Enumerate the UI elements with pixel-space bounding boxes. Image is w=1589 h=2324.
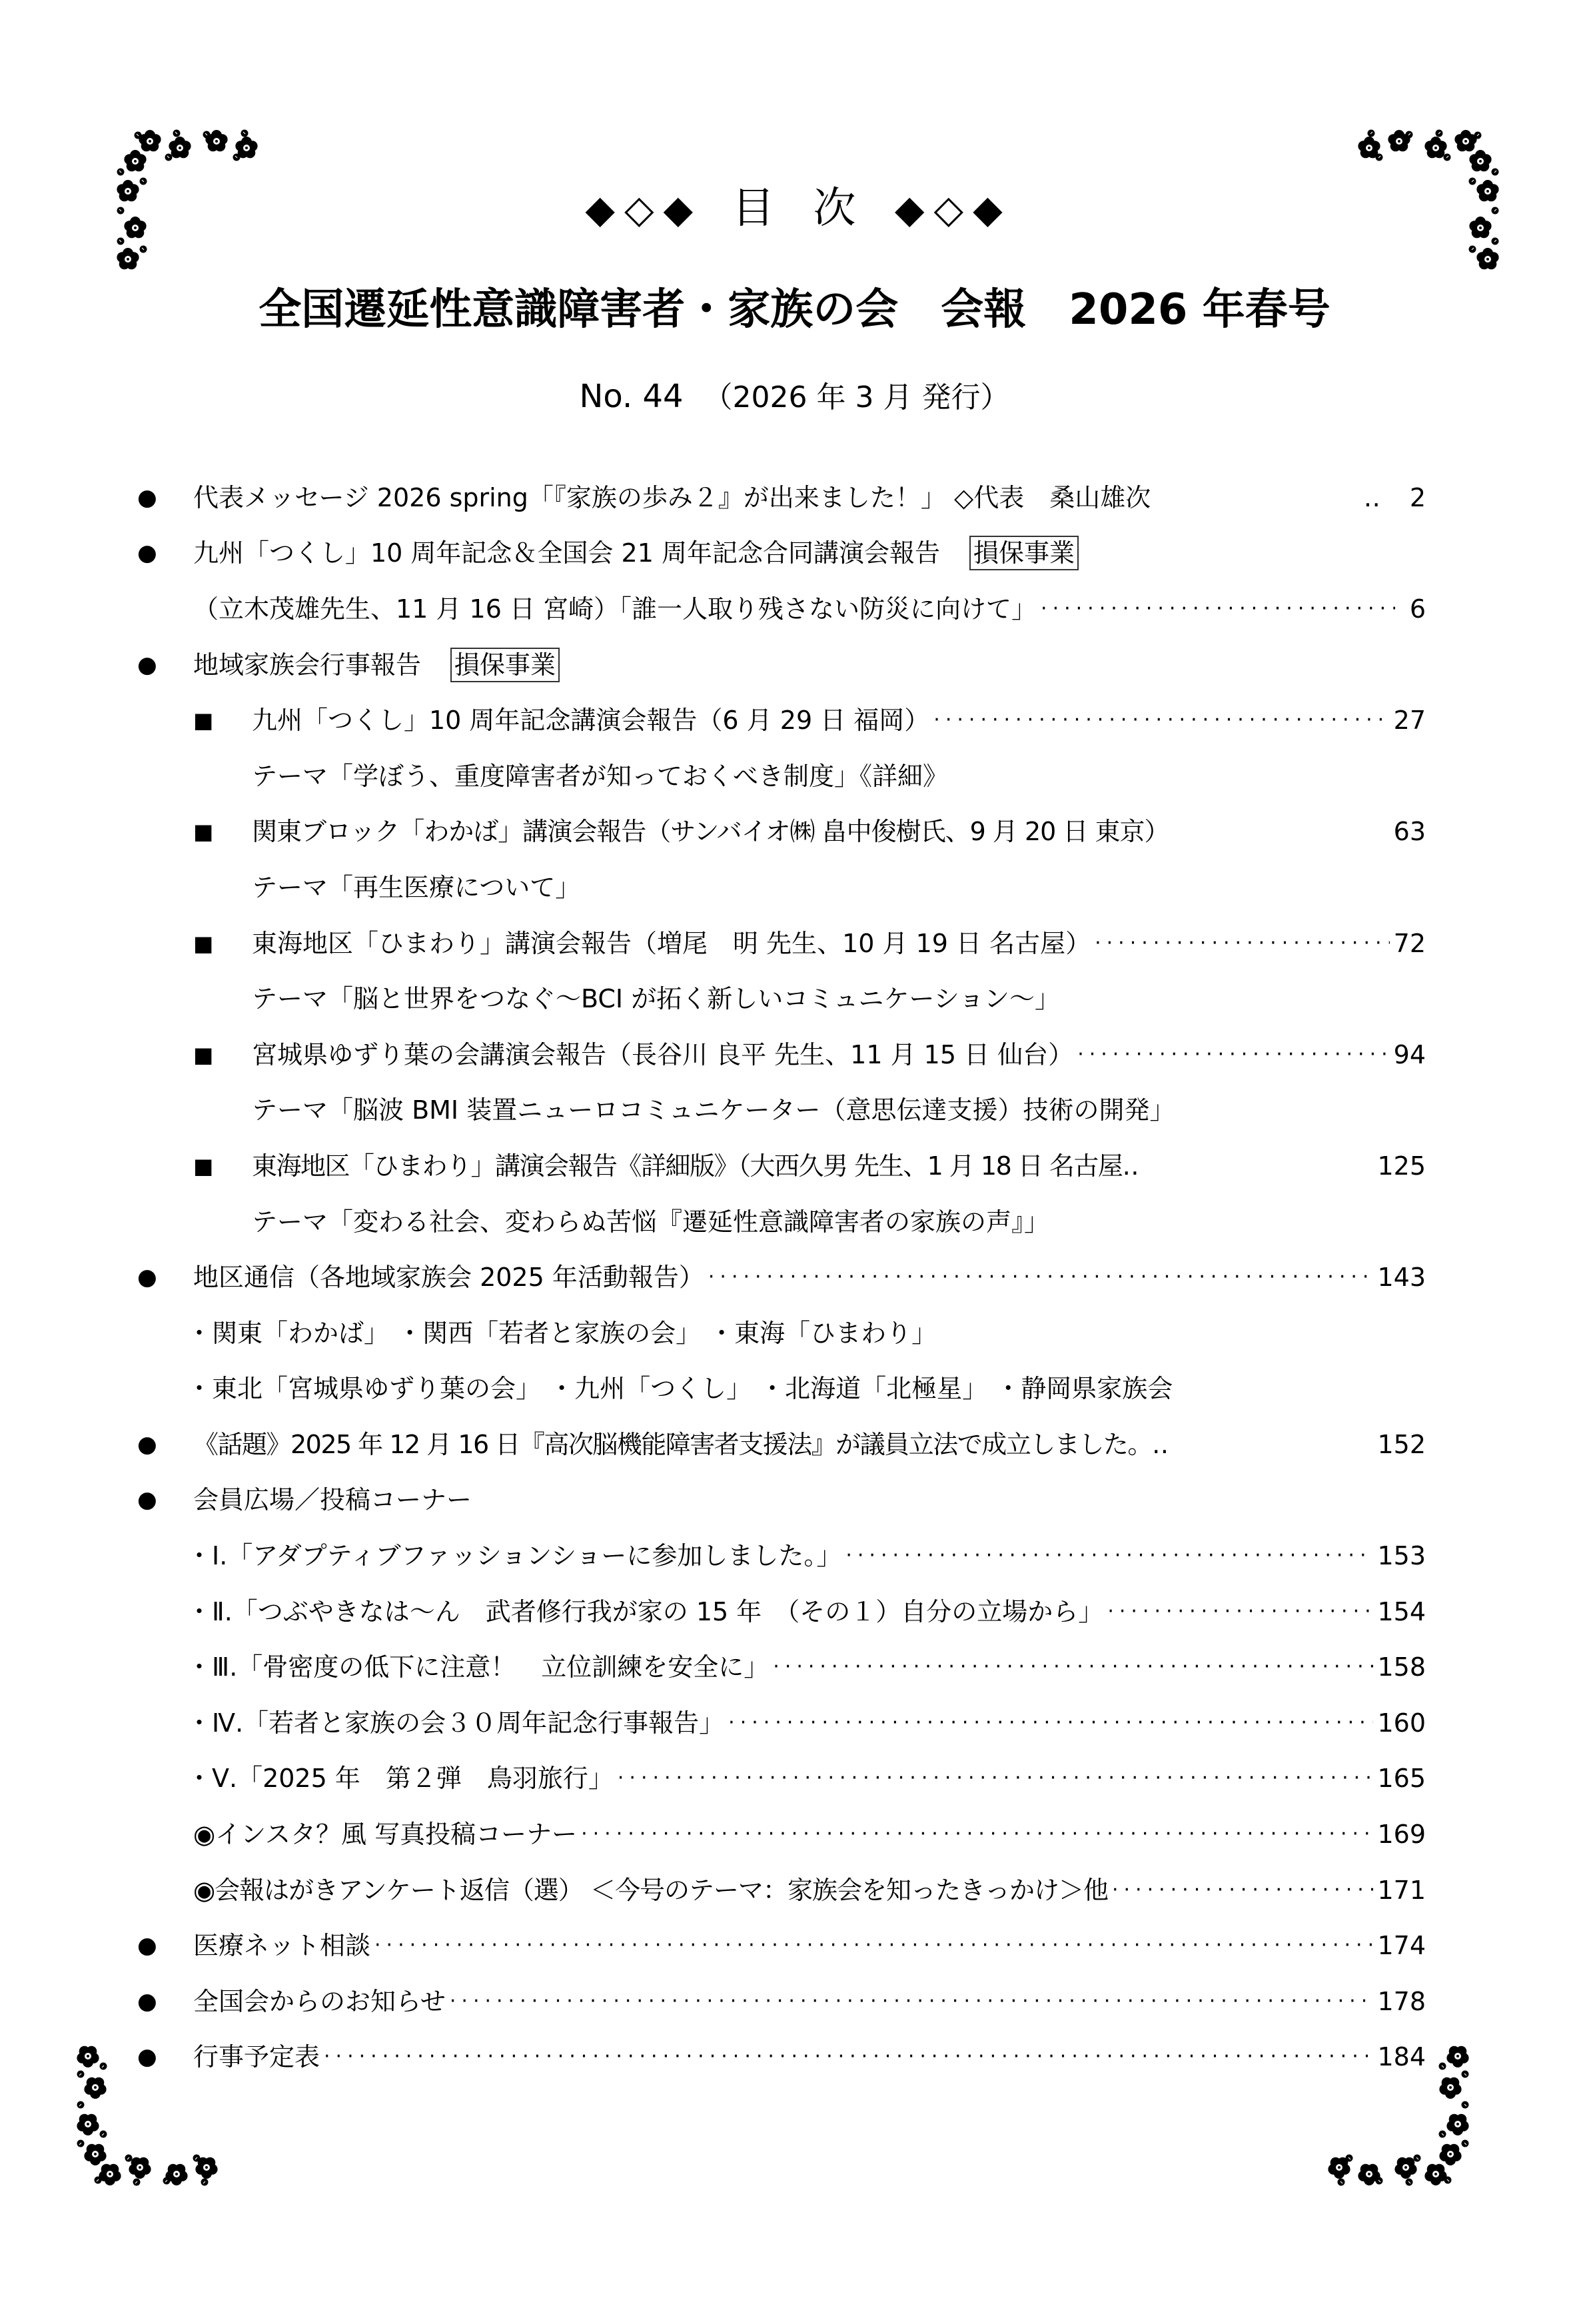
toc-entry-text: 地域家族会行事報告 [193,650,422,680]
toc-entry[interactable] [133,470,1426,526]
toc-entry[interactable] [133,1417,1426,1472]
sponsor-badge: 損保事業 [969,536,1079,570]
issue-line [0,373,1589,421]
square-bullet-icon: ■ [193,708,214,734]
toc-entry[interactable] [133,526,1426,582]
toc-page-number: 94 [1393,1039,1426,1069]
toc-subentry[interactable] [133,915,1426,971]
toc-page-number: 184 [1377,2042,1426,2072]
toc-entry[interactable] [133,1249,1426,1305]
toc-entry-text: ◉会報はがきアンケート返信（選） ＜今号のテーマ：家族会を知ったきっかけ＞他 [193,1875,1108,1905]
issue-date: （2026 年 3 月 発行） [703,380,1010,414]
toc-region-line [133,1305,1426,1361]
square-bullet-icon: ■ [193,819,214,845]
sponsor-badge: 損保事業 [450,648,560,682]
toc-entry-text: 全国会からのお知らせ [193,1986,446,2016]
toc-entry-text: ◉インスタ？風 写真投稿コーナー [193,1820,578,1850]
toc-entry-text: ・Ⅴ.「2025 年 第２弾 鳥羽旅行」 [187,1764,614,1794]
toc-entry-text: ・Ⅲ.「骨密度の低下に注意！ 立位訓練を安全に」 [187,1652,770,1682]
toc-page-number: 6 [1409,594,1426,624]
toc-page-number: 27 [1393,706,1426,736]
toc-subentry[interactable] [133,1806,1426,1862]
toc-region-line [133,1361,1426,1417]
toc-theme-text: テーマ「変わる社会、変わらぬ苦悩『遷延性意識障害者の家族の声』」 [252,1207,1050,1237]
toc-subentry[interactable] [133,1027,1426,1083]
toc-leader: ‥ [1363,482,1384,512]
toc-entry-text: 関東ブロック「わかば」講演会報告（サンバイオ㈱ 畠中俊樹氏、9 月 20 日 東京） [252,817,1169,847]
toc-page-number: 72 [1393,928,1426,958]
bullet-icon: ● [137,2043,157,2071]
toc-theme-text: テーマ「脳波 BMI 装置ニューロコミュニケーター（意思伝達支援）技術の開発」 [252,1095,1175,1125]
bullet-icon: ● [137,651,157,678]
bullet-icon: ● [137,1431,157,1458]
toc-subentry[interactable] [133,1138,1426,1194]
toc-entry-text: 宮城県ゆずり葉の会講演会報告（長谷川 良平 先生、11 月 15 日 仙台） [252,1039,1074,1069]
toc-page-number: 165 [1377,1764,1426,1794]
toc-subentry[interactable] [133,692,1426,748]
toc-page-number: 63 [1393,817,1426,847]
toc-theme-line [133,971,1426,1027]
toc-page-number: 143 [1377,1263,1426,1293]
toc-subentry[interactable] [133,1528,1426,1584]
toc-page-number: 171 [1377,1875,1426,1905]
toc-leader [773,1650,1373,1684]
square-bullet-icon: ■ [193,1041,214,1067]
toc-entry[interactable] [133,1918,1426,1974]
black-diamond-icon: ◆ [973,187,1004,232]
toc-leader [1095,927,1390,960]
toc-leader [1112,1874,1374,1907]
toc-theme-text: テーマ「再生医療について」 [252,872,581,902]
toc-leader [845,1539,1373,1572]
toc-entry[interactable] [133,1472,1426,1528]
toc-leader [1077,1038,1389,1071]
black-diamond-icon: ◆ [585,187,616,232]
toc-page-number: 2 [1409,482,1426,512]
bullet-icon: ● [137,540,157,567]
toc-page-number: 178 [1377,1986,1426,2016]
toc-entry-text: 九州「つくし」10 周年記念講演会報告（6 月 29 日 福岡） [252,706,930,736]
toc-entry-text: ・Ⅱ.「つぶやきなは～ん 武者修行我が家の 15 年 （その１）自分の立場から」 [187,1596,1104,1626]
toc-entry[interactable] [133,637,1426,693]
toc-subentry[interactable] [133,1639,1426,1695]
black-diamond-icon: ◆ [894,187,926,232]
toc-entry-text: （立木茂雄先生、11 月 16 日 宮崎）「誰一人取り残さない防災に向けて」 [193,594,1037,624]
toc-leader [728,1706,1373,1740]
toc-page-number: 154 [1377,1596,1426,1626]
toc-entry-text: ・Ⅳ.「若者と家族の会３０周年記念行事報告」 [187,1708,725,1738]
white-diamond-icon: ◇ [624,187,656,232]
toc-entry-text: ・Ⅰ.「アダプティブファッションショーに参加しました。」 [187,1541,842,1571]
toc-page-number: 174 [1377,1931,1426,1961]
toc-page-number: 152 [1377,1429,1426,1459]
toc-theme-line [133,1083,1426,1139]
black-diamond-icon: ◆ [663,187,695,232]
toc-leader [933,704,1389,737]
toc-theme-line [133,1194,1426,1250]
toc-page-number: 160 [1377,1708,1426,1738]
table-of-contents [133,470,1426,2085]
toc-region-text: ・関東「わかば」 ・関西「若者と家族の会」 ・東海「ひまわり」 [187,1318,937,1348]
toc-leader [374,1929,1373,1962]
heading-word-1: 目 [732,184,776,233]
toc-leader [618,1762,1374,1795]
toc-entry-text: 会員広場／投稿コーナー [193,1485,472,1515]
bullet-icon: ● [137,484,157,511]
square-bullet-icon: ■ [193,1153,214,1179]
toc-theme-line [133,860,1426,915]
bullet-icon: ● [137,1486,157,1514]
toc-leader [450,1985,1374,2018]
toc-entry-text: 代表メッセージ 2026 spring「『家族の歩み２』が出来ました！」 ◇代表 桑山雄次 [193,482,1151,512]
bullet-icon: ● [137,1932,157,1960]
toc-entry-text: 医療ネット相談 [193,1931,371,1961]
toc-entry-text: 九州「つくし」10 周年記念＆全国会 21 周年記念合同講演会報告 [193,538,940,568]
heading-word-2: 次 [813,184,857,233]
toc-subentry[interactable] [133,1584,1426,1640]
toc-theme-text: テーマ「学ぼう、重度障害者が知っておくべき制度」《詳細》 [252,761,949,791]
toc-entry-continuation[interactable] [133,581,1426,637]
toc-leader [1041,592,1395,626]
toc-page-number: 125 [1377,1151,1426,1181]
toc-region-text: ・東北「宮城県ゆずり葉の会」 ・九州「つくし」 ・北海道「北極星」 ・静岡県家族会 [187,1374,1173,1404]
square-bullet-icon: ■ [193,930,214,956]
toc-leader [324,2040,1373,2073]
toc-leader [1107,1595,1373,1628]
toc-subentry[interactable] [133,1751,1426,1807]
bullet-icon: ● [137,1988,157,2015]
newsletter-title: 全国遷延性意識障害者・家族の会 会報 2026 年春号 [259,285,1330,334]
toc-entry-text: 地区通信（各地域家族会 2025 年活動報告） [193,1263,704,1293]
toc-page-number: 153 [1377,1541,1426,1571]
toc-entry-text: 行事予定表 [193,2042,320,2072]
bullet-icon: ● [137,1264,157,1291]
toc-heading [0,179,1589,239]
toc-entry-text: 東海地区「ひまわり」講演会報告（増尾 明 先生、10 月 19 日 名古屋） [252,928,1091,958]
toc-subentry[interactable] [133,1862,1426,1918]
toc-entry-text: 《話題》2025 年 12 月 16 日『高次脳機能障害者支援法』が議員立法で成立しました。‥ [193,1429,1168,1459]
toc-entry-text: 東海地区「ひまわり」講演会報告《詳細版》（大西久男 先生、1 月 18 日 名古屋‥ [252,1151,1139,1181]
issue-number: No. 44 [579,378,684,415]
toc-theme-line [133,748,1426,804]
white-diamond-icon: ◇ [933,187,965,232]
toc-leader [581,1818,1373,1851]
toc-subentry[interactable] [133,804,1426,860]
toc-page-number: 169 [1377,1820,1426,1850]
toc-theme-text: テーマ「脳と世界をつなぐ～BCI が拓く新しいコミュニケーション～」 [252,984,1060,1014]
toc-leader [708,1261,1374,1294]
toc-page-number: 158 [1377,1652,1426,1682]
toc-entry[interactable] [133,2030,1426,2085]
toc-entry[interactable] [133,1974,1426,2030]
toc-subentry[interactable] [133,1695,1426,1751]
